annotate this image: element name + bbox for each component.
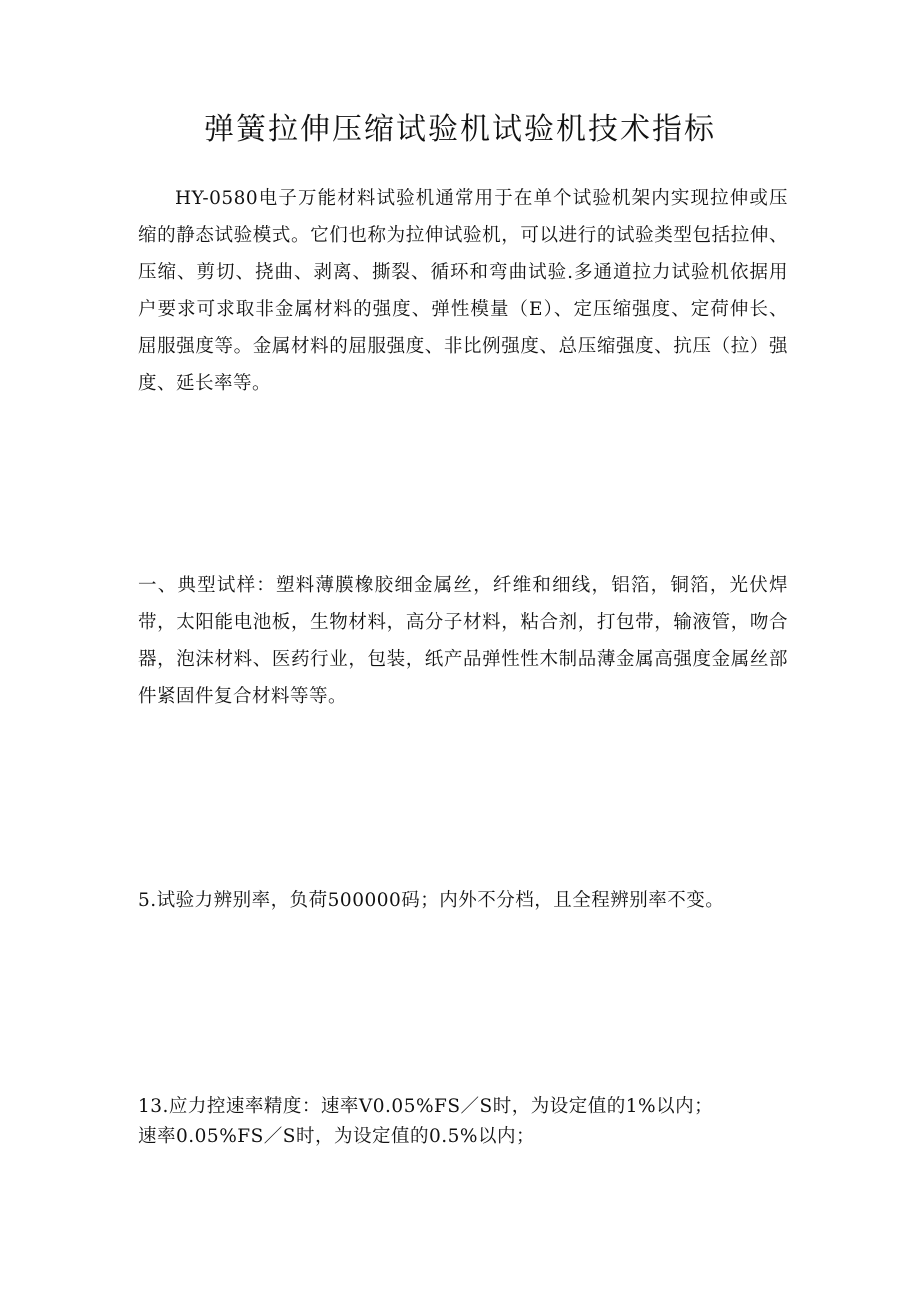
document-title: 弹簧拉伸压缩试验机试验机技术指标 bbox=[204, 112, 716, 147]
intro-paragraph: HY-0580电子万能材料试验机通常用于在单个试验机架内实现拉伸或压缩的静态试验模式。它们也称为拉伸试验机，可以进行的试验类型包括拉伸、压缩、剪切、挠曲、剥离、撕裂、循环和弯曲试验.多通道拉力试验机依据用户要求可求取非金属材料的强度、弹性模量（E）、定压缩强度、定荷伸长、屈服强度等。金属材料的屈服强度、非比例强度、总压缩强度、抗压（拉）强度、延长率等。 bbox=[138, 188, 788, 394]
spec-item-13-line-1: 13.应力控速率精度：速率V0.05%FS／S时，为设定值的1%以内； bbox=[138, 1096, 714, 1117]
typical-samples-paragraph: 一、典型试样：塑料薄膜橡胶细金属丝，纤维和细线，铝箔，铜箔，光伏焊带，太阳能电池板，生物材料，高分子材料，粘合剂，打包带，输液管，吻合器，泡沫材料、医药行业，包装，纸产品弹性性木制品薄金属高强度金属丝部件紧固件复合材料等等。 bbox=[138, 575, 788, 707]
spec-item-5: 5.试验力辨别率，负荷500000码；内外不分档，且全程辨别率不变。 bbox=[138, 890, 725, 911]
spec-item-13 bbox=[138, 1092, 788, 1152]
spec-item-13-line-2: 速率0.05%FS／S时，为设定值的0.5%以内； bbox=[138, 1126, 535, 1147]
